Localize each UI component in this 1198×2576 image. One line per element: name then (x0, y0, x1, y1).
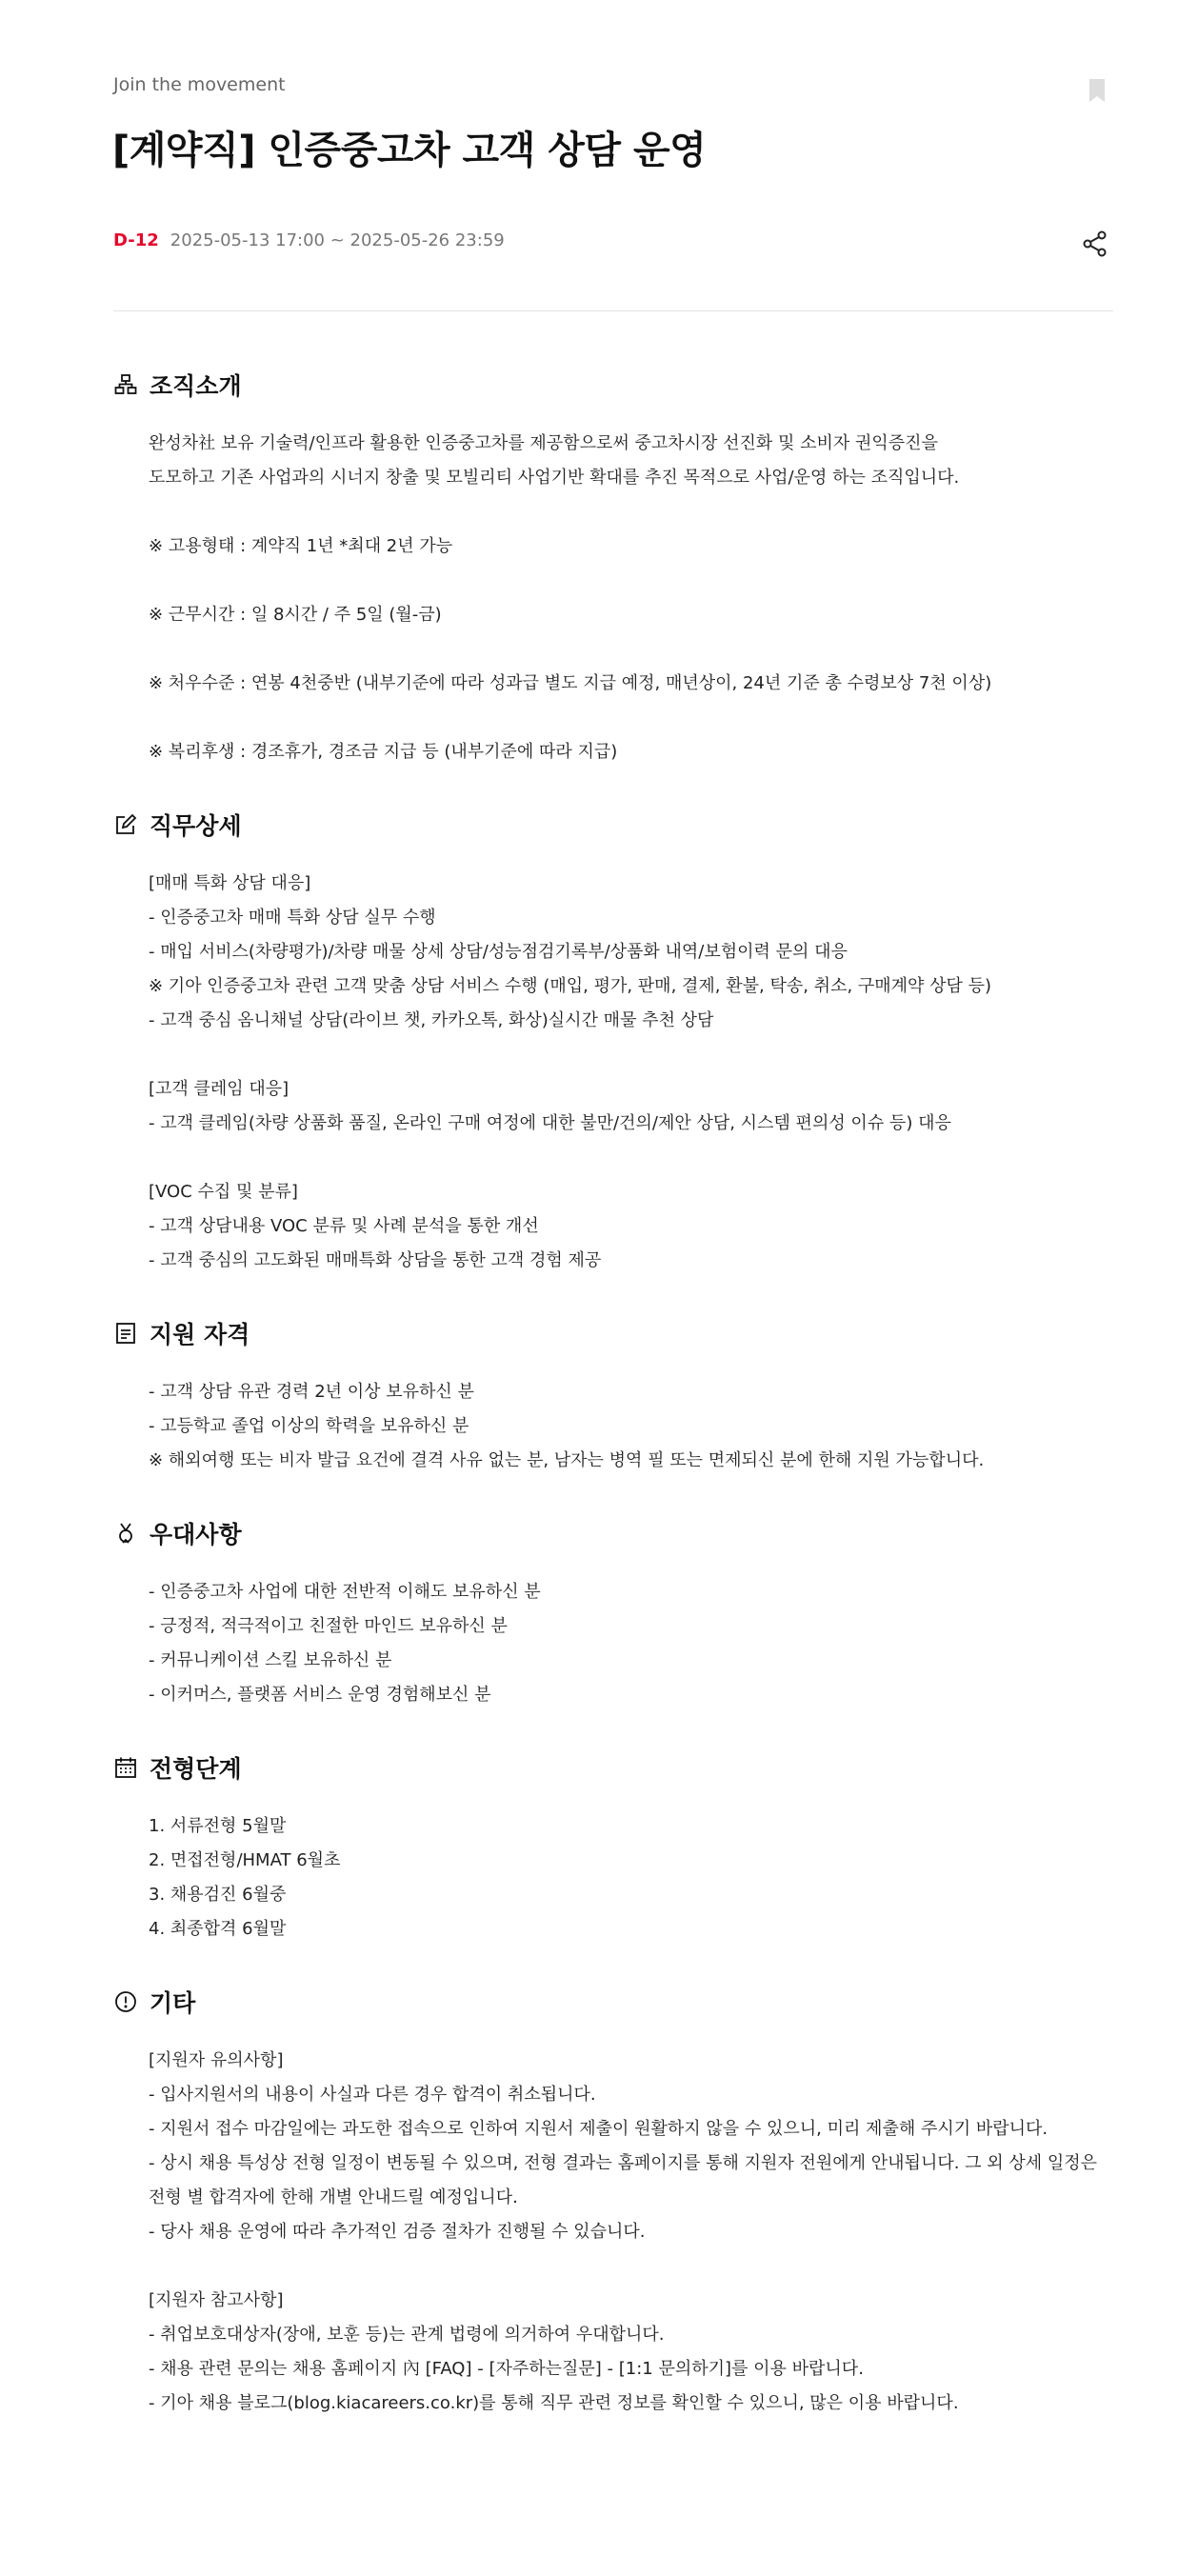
body-line: - 고객 상담내용 VOC 분류 및 사례 분석을 통한 개선 (149, 1216, 539, 1236)
section-process (113, 1748, 1123, 1947)
body-line: 4. 최종합격 6월말 (149, 1919, 287, 1939)
body-line: 2. 면접전형/HMAT 6월초 (149, 1850, 341, 1870)
section-header (113, 1514, 1123, 1552)
spacer (149, 701, 1123, 735)
body-line: 완성차社 보유 기술력/인프라 활용한 인증중고차를 제공함으로써 중고차시장 선진화 및 소비자 권익증진을 (149, 433, 938, 453)
section-body (113, 1809, 1123, 1947)
section-title: 직무상세 (150, 812, 242, 840)
section-duty (113, 806, 1123, 1278)
body-line: - 이커머스, 플랫폼 서비스 운영 경험해보신 분 (149, 1685, 491, 1705)
body-line: ※ 고용형태 : 계약직 1년 *최대 2년 가능 (149, 536, 453, 556)
section-header (113, 1983, 1123, 2021)
spacer (149, 495, 1123, 529)
body-line: [지원자 참고사항] (149, 2290, 284, 2310)
body-line: - 취업보호대상자(장애, 보훈 등)는 관계 법령에 의거하여 우대합니다. (149, 2325, 665, 2345)
body-line: ※ 복리후생 : 경조휴가, 경조금 지급 등 (내부기준에 따라 지급) (149, 742, 618, 762)
edit-icon (113, 812, 138, 837)
section-header (113, 806, 1123, 844)
body-line: - 고객 중심 옴니채널 상담(라이브 챗, 카카오톡, 화상)실시간 매물 추천 상담 (149, 1010, 714, 1030)
body-line: - 매입 서비스(차량평가)/차량 매물 상세 상담/성능점검기록부/상품화 내역/보험이력 문의 대응 (149, 942, 848, 962)
body-line: ※ 근무시간 : 일 8시간 / 주 5일 (월-금) (149, 605, 442, 625)
section-etc (113, 1983, 1123, 2421)
body-line: 1. 서류전형 5월말 (149, 1816, 287, 1836)
section-body (113, 867, 1123, 1278)
body-line: [매매 특화 상담 대응] (149, 873, 311, 893)
body-line: [지원자 유의사항] (149, 2050, 284, 2070)
medal-icon (113, 1521, 138, 1546)
document-icon (113, 1321, 138, 1346)
body-line: - 고객 클레임(차량 상품화 품질, 온라인 구매 여정에 대한 불만/건의/제안 상담, 시스템 편의성 이슈 등) 대응 (149, 1113, 951, 1133)
section-title: 기타 (150, 1989, 196, 2017)
section-header (113, 366, 1123, 404)
eyebrow-text: Join the movement (113, 74, 286, 95)
body-line: [고객 클레임 대응] (149, 1079, 290, 1099)
section-title: 지원 자격 (150, 1321, 250, 1348)
body-line: - 당사 채용 운영에 따라 추가적인 검증 절차가 진행될 수 있습니다. (149, 2222, 646, 2242)
section-body (113, 427, 1123, 769)
posting-content (113, 366, 1123, 2457)
alert-circle-icon (113, 1989, 138, 2014)
section-body (113, 1375, 1123, 1478)
dday-badge: D-12 (113, 230, 159, 250)
section-title: 우대사항 (150, 1521, 242, 1548)
posting-meta (113, 230, 505, 250)
body-line: 도모하고 기존 사업과의 시너지 창출 및 모빌리티 사업기반 확대를 추진 목적으로 사업/운영 하는 조직입니다. (149, 468, 960, 488)
body-line: - 채용 관련 문의는 채용 홈페이지 內 [FAQ] - [자주하는질문] - [1:1 문의하기]를 이용 바랍니다. (149, 2359, 864, 2379)
body-line: 전형 별 합격자에 한해 개별 안내드릴 예정입니다. (149, 2187, 518, 2207)
body-line: - 기아 채용 블로그(blog.kiacareers.co.kr)를 통해 직무 관련 정보를 확인할 수 있으니, 많은 이용 바랍니다. (149, 2393, 959, 2413)
body-line: - 지원서 접수 마감일에는 과도한 접속으로 인하여 지원서 제출이 원활하지 않을 수 있으니, 미리 제출해 주시기 바랍니다. (149, 2119, 1048, 2139)
body-line: - 고객 상담 유관 경력 2년 이상 보유하신 분 (149, 1382, 474, 1402)
body-line: - 긍정적, 적극적이고 친절한 마인드 보유하신 분 (149, 1616, 508, 1636)
body-line: ※ 처우수준 : 연봉 4천중반 (내부기준에 따라 성과급 별도 지급 예정, 매년상이, 24년 기준 총 수령보상 7천 이상) (149, 673, 992, 693)
body-line: - 인증중고차 사업에 대한 전반적 이해도 보유하신 분 (149, 1582, 541, 1602)
body-line: ※ 기아 인증중고차 관련 고객 맞춤 상담 서비스 수행 (매입, 평가, 판매, 결제, 환불, 탁송, 취소, 구매계약 상담 등) (149, 976, 992, 996)
spacer (149, 564, 1123, 598)
share-icon[interactable] (1083, 230, 1108, 257)
section-title: 전형단계 (150, 1755, 242, 1783)
calendar-icon (113, 1755, 138, 1780)
spacer (149, 632, 1123, 667)
spacer (149, 1038, 1123, 1072)
body-line: - 고등학교 졸업 이상의 학력을 보유하신 분 (149, 1416, 469, 1436)
section-body (113, 1575, 1123, 1712)
body-line: ※ 해외여행 또는 비자 발급 요건에 결격 사유 없는 분, 남자는 병역 필 또는 면제되신 분에 한해 지원 가능합니다. (149, 1450, 985, 1470)
section-body (113, 2044, 1123, 2421)
posting-period: 2025-05-13 17:00 ~ 2025-05-26 23:59 (170, 230, 505, 250)
section-qualification (113, 1314, 1123, 1478)
section-header (113, 1314, 1123, 1352)
body-line: - 상시 채용 특성상 전형 일정이 변동될 수 있으며, 전형 결과는 홈페이지를 통해 지원자 전원에게 안내됩니다. 그 외 상세 일정은 (149, 2153, 1098, 2173)
section-title: 조직소개 (150, 372, 242, 400)
body-line: - 커뮤니케이션 스킬 보유하신 분 (149, 1650, 392, 1670)
body-line: - 입사지원서의 내용이 사실과 다른 경우 합격이 취소됩니다. (149, 2085, 596, 2105)
body-line: 3. 채용검진 6월중 (149, 1885, 287, 1905)
section-preferred (113, 1514, 1123, 1712)
section-org (113, 366, 1123, 769)
org-chart-icon (113, 372, 138, 397)
body-line: - 고객 중심의 고도화된 매매특화 상담을 통한 고객 경험 제공 (149, 1250, 602, 1270)
spacer (149, 2249, 1123, 2284)
body-line: - 인증중고차 매매 특화 상담 실무 수행 (149, 908, 436, 928)
bookmark-icon[interactable] (1088, 78, 1107, 103)
section-header (113, 1748, 1123, 1787)
page-title: [계약직] 인증중고차 고객 상담 운영 (112, 129, 707, 172)
body-line: [VOC 수집 및 분류] (149, 1182, 298, 1202)
header-divider (113, 310, 1113, 311)
spacer (149, 1141, 1123, 1175)
